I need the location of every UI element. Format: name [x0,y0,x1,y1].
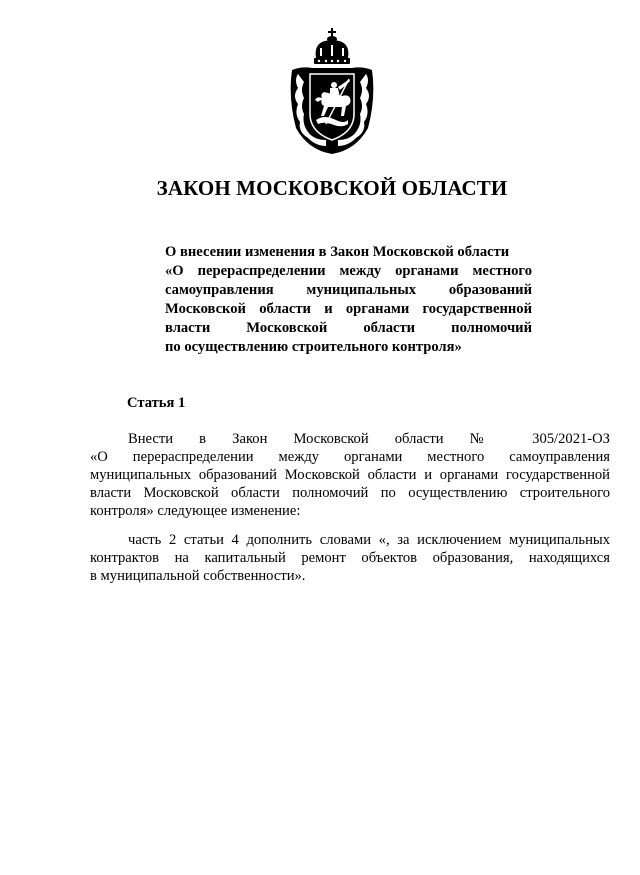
paragraph-line: контроля» следующее изменение: [90,503,301,519]
subject-line: самоуправления муниципальных образований [165,282,532,298]
subject-line: по осуществлению строительного контроля» [165,339,462,355]
paragraph-line: в муниципальной собственности». [90,568,306,584]
paragraph-line: Внести в Закон Московской области № 305/2021-ОЗ [128,431,610,447]
article-paragraph [90,430,610,520]
paragraph-line: власти Московской области полномочий по осуществлению строительного [90,485,610,501]
paragraph-line: «О перераспределении между органами местного самоуправления [90,449,610,465]
paragraph-line: контрактов на капитальный ремонт объектов образования, находящихся [90,550,610,566]
moscow-oblast-coat-of-arms-icon [286,28,378,156]
law-subject [165,243,532,357]
subject-line: власти Московской области полномочий [165,320,532,336]
subject-line: Московской области и органами государственной [165,301,532,317]
paragraph-line: муниципальных образований Московской области и органами государственной [90,467,610,483]
subject-line: «О перераспределении между органами местного [165,263,532,279]
paragraph-line: часть 2 статьи 4 дополнить словами «, за исключением муниципальных [128,532,610,548]
law-title: ЗАКОН МОСКОВСКОЙ ОБЛАСТИ [156,176,508,200]
subject-line: О внесении изменения в Закон Московской области [165,244,510,260]
article-paragraph [90,531,610,585]
article-heading: Статья 1 [127,395,186,411]
